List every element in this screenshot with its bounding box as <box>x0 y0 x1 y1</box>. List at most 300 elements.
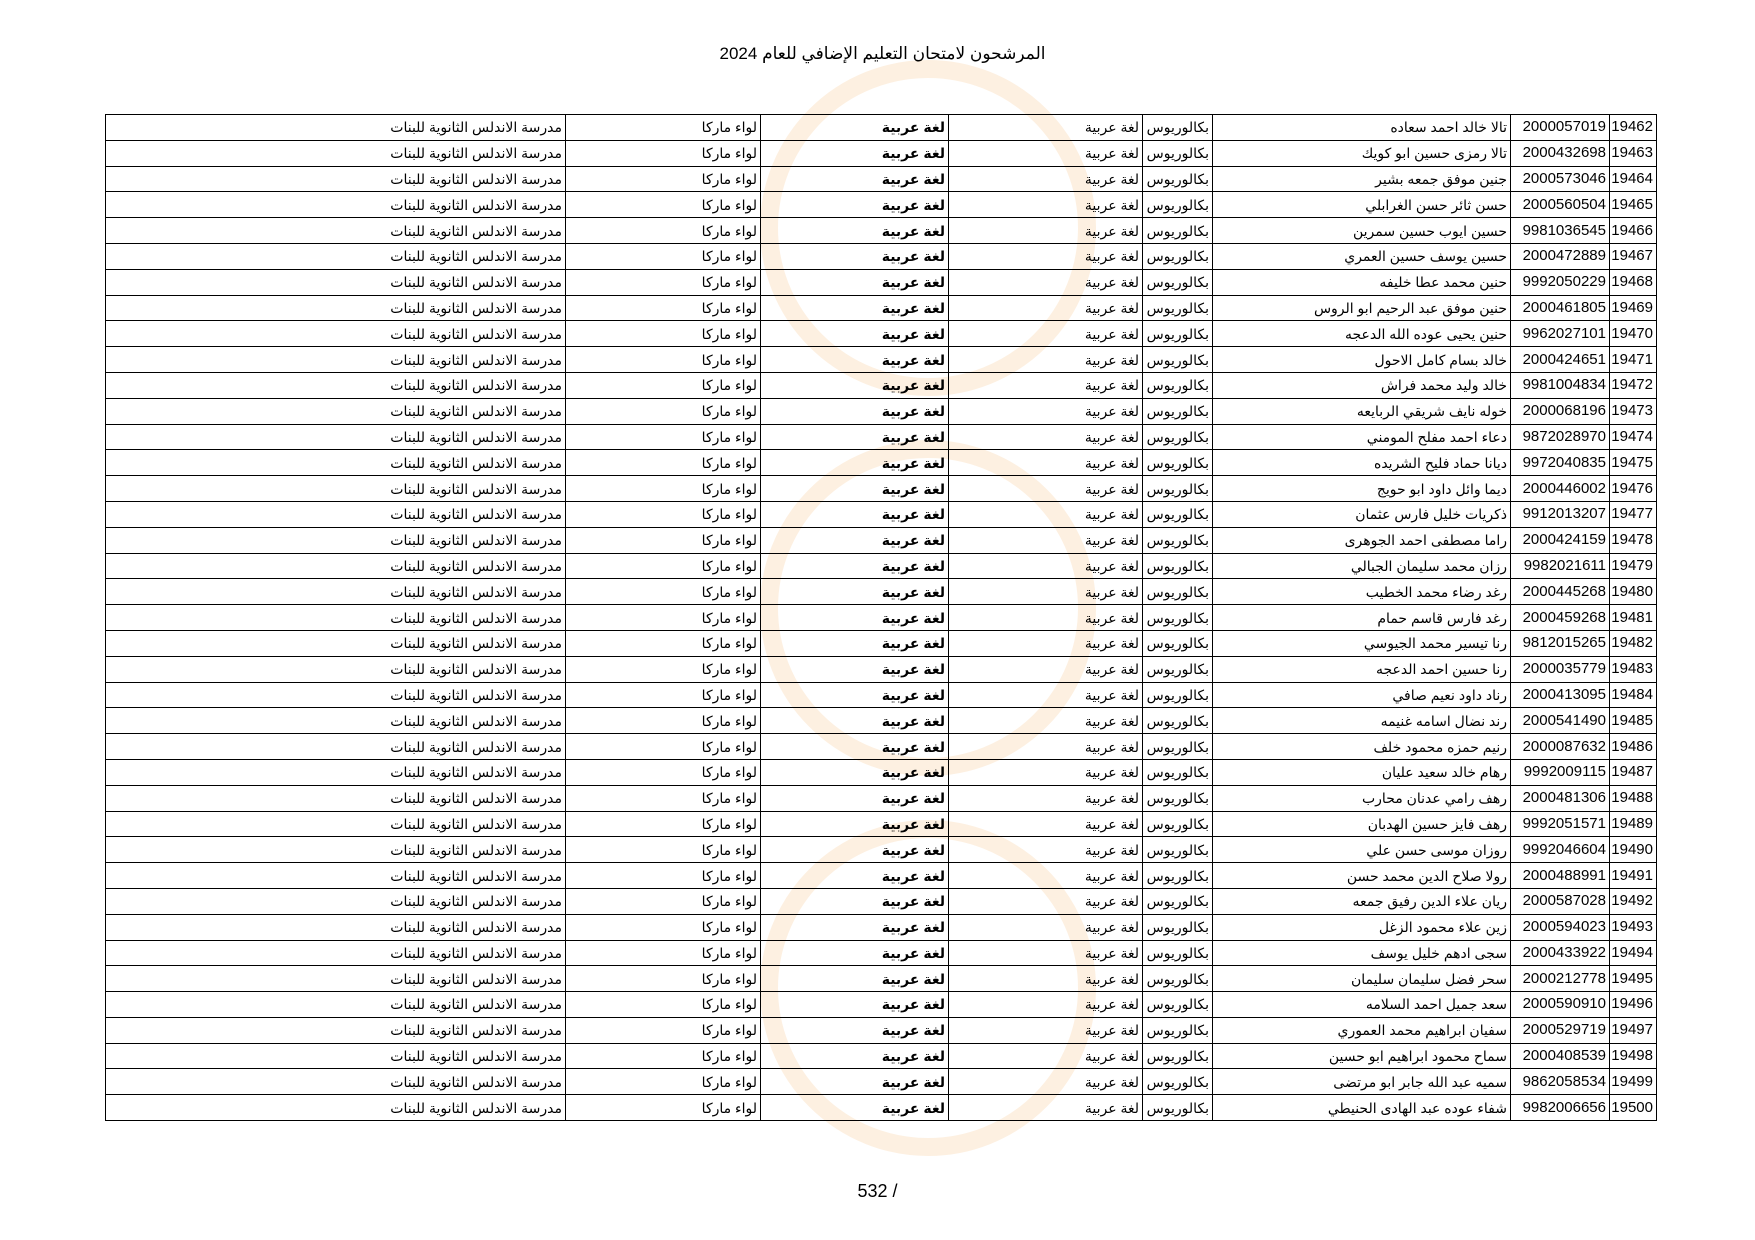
national-id-cell: 2000594023 <box>1511 914 1610 940</box>
district-cell: لواء ماركا <box>566 1069 761 1095</box>
name-cell: حنين يحيى عوده الله الدعجه <box>1213 321 1511 347</box>
school-cell: مدرسة الاندلس الثانوية للبنات <box>106 734 566 760</box>
degree-cell: بكالوريوس <box>1143 785 1213 811</box>
national-id-cell: 9992051571 <box>1511 811 1610 837</box>
district-cell: لواء ماركا <box>566 940 761 966</box>
school-cell: مدرسة الاندلس الثانوية للبنات <box>106 372 566 398</box>
degree-cell: بكالوريوس <box>1143 966 1213 992</box>
national-id-cell: 2000560504 <box>1511 192 1610 218</box>
district-cell: لواء ماركا <box>566 553 761 579</box>
degree-cell: بكالوريوس <box>1143 734 1213 760</box>
sequence-cell: 19486 <box>1610 734 1657 760</box>
sequence-cell: 19471 <box>1610 347 1657 373</box>
subject-cell: لغة عربية <box>761 115 949 141</box>
sequence-cell: 19494 <box>1610 940 1657 966</box>
language-cell: لغة عربية <box>949 166 1143 192</box>
degree-cell: بكالوريوس <box>1143 424 1213 450</box>
table-row <box>106 372 1657 398</box>
sequence-cell: 19492 <box>1610 888 1657 914</box>
table-row <box>106 501 1657 527</box>
subject-cell: لغة عربية <box>761 863 949 889</box>
table-row <box>106 734 1657 760</box>
sequence-cell: 19479 <box>1610 553 1657 579</box>
degree-cell: بكالوريوس <box>1143 450 1213 476</box>
sequence-cell: 19466 <box>1610 218 1657 244</box>
degree-cell: بكالوريوس <box>1143 269 1213 295</box>
school-cell: مدرسة الاندلس الثانوية للبنات <box>106 424 566 450</box>
district-cell: لواء ماركا <box>566 914 761 940</box>
degree-cell: بكالوريوس <box>1143 708 1213 734</box>
page-title: المرشحون لامتحان التعليم الإضافي للعام 2024 <box>719 44 1046 63</box>
degree-cell: بكالوريوس <box>1143 914 1213 940</box>
district-cell: لواء ماركا <box>566 1095 761 1121</box>
language-cell: لغة عربية <box>949 192 1143 218</box>
table-row <box>106 1043 1657 1069</box>
name-cell: حنين محمد عطا خليفه <box>1213 269 1511 295</box>
subject-cell: لغة عربية <box>761 759 949 785</box>
district-cell: لواء ماركا <box>566 424 761 450</box>
school-cell: مدرسة الاندلس الثانوية للبنات <box>106 579 566 605</box>
subject-cell: لغة عربية <box>761 785 949 811</box>
table-row <box>106 785 1657 811</box>
sequence-cell: 19497 <box>1610 1017 1657 1043</box>
sequence-cell: 19498 <box>1610 1043 1657 1069</box>
national-id-cell: 2000459268 <box>1511 605 1610 631</box>
degree-cell: بكالوريوس <box>1143 295 1213 321</box>
district-cell: لواء ماركا <box>566 811 761 837</box>
name-cell: شفاء عوده عبد الهادى الحنيطي <box>1213 1095 1511 1121</box>
national-id-cell: 2000461805 <box>1511 295 1610 321</box>
sequence-cell: 19472 <box>1610 372 1657 398</box>
district-cell: لواء ماركا <box>566 372 761 398</box>
degree-cell: بكالوريوس <box>1143 992 1213 1018</box>
national-id-cell: 9981036545 <box>1511 218 1610 244</box>
subject-cell: لغة عربية <box>761 218 949 244</box>
national-id-cell: 2000057019 <box>1511 115 1610 141</box>
national-id-cell: 2000424651 <box>1511 347 1610 373</box>
degree-cell: بكالوريوس <box>1143 888 1213 914</box>
table-row <box>106 656 1657 682</box>
table-row <box>106 115 1657 141</box>
sequence-cell: 19491 <box>1610 863 1657 889</box>
subject-cell: لغة عربية <box>761 734 949 760</box>
name-cell: رزان محمد سليمان الجبالي <box>1213 553 1511 579</box>
language-cell: لغة عربية <box>949 501 1143 527</box>
national-id-cell: 2000529719 <box>1511 1017 1610 1043</box>
language-cell: لغة عربية <box>949 115 1143 141</box>
national-id-cell: 2000590910 <box>1511 992 1610 1018</box>
table-row <box>106 527 1657 553</box>
school-cell: مدرسة الاندلس الثانوية للبنات <box>106 1069 566 1095</box>
national-id-cell: 2000068196 <box>1511 398 1610 424</box>
sequence-cell: 19477 <box>1610 501 1657 527</box>
district-cell: لواء ماركا <box>566 501 761 527</box>
subject-cell: لغة عربية <box>761 708 949 734</box>
degree-cell: بكالوريوس <box>1143 243 1213 269</box>
table-row <box>106 553 1657 579</box>
school-cell: مدرسة الاندلس الثانوية للبنات <box>106 863 566 889</box>
table-row <box>106 708 1657 734</box>
degree-cell: بكالوريوس <box>1143 837 1213 863</box>
national-id-cell: 2000087632 <box>1511 734 1610 760</box>
name-cell: سميه عبد الله جابر ابو مرتضى <box>1213 1069 1511 1095</box>
degree-cell: بكالوريوس <box>1143 347 1213 373</box>
language-cell: لغة عربية <box>949 424 1143 450</box>
degree-cell: بكالوريوس <box>1143 501 1213 527</box>
language-cell: لغة عربية <box>949 940 1143 966</box>
school-cell: مدرسة الاندلس الثانوية للبنات <box>106 759 566 785</box>
sequence-cell: 19463 <box>1610 140 1657 166</box>
sequence-cell: 19467 <box>1610 243 1657 269</box>
district-cell: لواء ماركا <box>566 140 761 166</box>
language-cell: لغة عربية <box>949 630 1143 656</box>
degree-cell: بكالوريوس <box>1143 553 1213 579</box>
name-cell: حسين يوسف حسين العمري <box>1213 243 1511 269</box>
sequence-cell: 19499 <box>1610 1069 1657 1095</box>
table-row <box>106 682 1657 708</box>
language-cell: لغة عربية <box>949 398 1143 424</box>
degree-cell: بكالوريوس <box>1143 321 1213 347</box>
language-cell: لغة عربية <box>949 1095 1143 1121</box>
national-id-cell: 9981004834 <box>1511 372 1610 398</box>
national-id-cell: 9962027101 <box>1511 321 1610 347</box>
district-cell: لواء ماركا <box>566 1043 761 1069</box>
degree-cell: بكالوريوس <box>1143 1043 1213 1069</box>
school-cell: مدرسة الاندلس الثانوية للبنات <box>106 115 566 141</box>
sequence-cell: 19470 <box>1610 321 1657 347</box>
subject-cell: لغة عربية <box>761 398 949 424</box>
district-cell: لواء ماركا <box>566 218 761 244</box>
table-row <box>106 192 1657 218</box>
sequence-cell: 19488 <box>1610 785 1657 811</box>
table-row <box>106 888 1657 914</box>
national-id-cell: 2000481306 <box>1511 785 1610 811</box>
subject-cell: لغة عربية <box>761 243 949 269</box>
degree-cell: بكالوريوس <box>1143 811 1213 837</box>
sequence-cell: 19469 <box>1610 295 1657 321</box>
degree-cell: بكالوريوس <box>1143 192 1213 218</box>
page-number: 532 / <box>857 1181 898 1201</box>
table-row <box>106 579 1657 605</box>
school-cell: مدرسة الاندلس الثانوية للبنات <box>106 992 566 1018</box>
table-row <box>106 863 1657 889</box>
subject-cell: لغة عربية <box>761 295 949 321</box>
school-cell: مدرسة الاندلس الثانوية للبنات <box>106 811 566 837</box>
sequence-cell: 19500 <box>1610 1095 1657 1121</box>
subject-cell: لغة عربية <box>761 837 949 863</box>
subject-cell: لغة عربية <box>761 1043 949 1069</box>
language-cell: لغة عربية <box>949 243 1143 269</box>
school-cell: مدرسة الاندلس الثانوية للبنات <box>106 553 566 579</box>
sequence-cell: 19475 <box>1610 450 1657 476</box>
table-row <box>106 940 1657 966</box>
sequence-cell: 19483 <box>1610 656 1657 682</box>
name-cell: رنا تيسير محمد الجيوسي <box>1213 630 1511 656</box>
school-cell: مدرسة الاندلس الثانوية للبنات <box>106 527 566 553</box>
sequence-cell: 19485 <box>1610 708 1657 734</box>
district-cell: لواء ماركا <box>566 888 761 914</box>
degree-cell: بكالوريوس <box>1143 579 1213 605</box>
degree-cell: بكالوريوس <box>1143 166 1213 192</box>
degree-cell: بكالوريوس <box>1143 398 1213 424</box>
subject-cell: لغة عربية <box>761 347 949 373</box>
degree-cell: بكالوريوس <box>1143 759 1213 785</box>
sequence-cell: 19482 <box>1610 630 1657 656</box>
table-row <box>106 218 1657 244</box>
sequence-cell: 19462 <box>1610 115 1657 141</box>
district-cell: لواء ماركا <box>566 398 761 424</box>
name-cell: تالا خالد احمد سعاده <box>1213 115 1511 141</box>
subject-cell: لغة عربية <box>761 888 949 914</box>
subject-cell: لغة عربية <box>761 527 949 553</box>
language-cell: لغة عربية <box>949 914 1143 940</box>
school-cell: مدرسة الاندلس الثانوية للبنات <box>106 708 566 734</box>
subject-cell: لغة عربية <box>761 450 949 476</box>
table-row <box>106 140 1657 166</box>
subject-cell: لغة عربية <box>761 605 949 631</box>
national-id-cell: 2000446002 <box>1511 476 1610 502</box>
table-row <box>106 992 1657 1018</box>
language-cell: لغة عربية <box>949 759 1143 785</box>
district-cell: لواء ماركا <box>566 605 761 631</box>
district-cell: لواء ماركا <box>566 579 761 605</box>
table-row <box>106 1095 1657 1121</box>
district-cell: لواء ماركا <box>566 708 761 734</box>
district-cell: لواء ماركا <box>566 527 761 553</box>
table-row <box>106 166 1657 192</box>
subject-cell: لغة عربية <box>761 940 949 966</box>
subject-cell: لغة عربية <box>761 656 949 682</box>
district-cell: لواء ماركا <box>566 295 761 321</box>
school-cell: مدرسة الاندلس الثانوية للبنات <box>106 656 566 682</box>
degree-cell: بكالوريوس <box>1143 940 1213 966</box>
name-cell: رولا صلاح الدين محمد حسن <box>1213 863 1511 889</box>
school-cell: مدرسة الاندلس الثانوية للبنات <box>106 269 566 295</box>
district-cell: لواء ماركا <box>566 347 761 373</box>
district-cell: لواء ماركا <box>566 166 761 192</box>
subject-cell: لغة عربية <box>761 682 949 708</box>
district-cell: لواء ماركا <box>566 243 761 269</box>
national-id-cell: 2000408539 <box>1511 1043 1610 1069</box>
school-cell: مدرسة الاندلس الثانوية للبنات <box>106 295 566 321</box>
degree-cell: بكالوريوس <box>1143 1095 1213 1121</box>
name-cell: رنيم حمزه محمود خلف <box>1213 734 1511 760</box>
school-cell: مدرسة الاندلس الثانوية للبنات <box>106 166 566 192</box>
degree-cell: بكالوريوس <box>1143 372 1213 398</box>
subject-cell: لغة عربية <box>761 914 949 940</box>
district-cell: لواء ماركا <box>566 321 761 347</box>
language-cell: لغة عربية <box>949 734 1143 760</box>
name-cell: حسين ايوب حسين سمرين <box>1213 218 1511 244</box>
table-row <box>106 914 1657 940</box>
degree-cell: بكالوريوس <box>1143 1017 1213 1043</box>
name-cell: رهف رامي عدنان محارب <box>1213 785 1511 811</box>
candidates-table <box>105 114 1657 1121</box>
district-cell: لواء ماركا <box>566 656 761 682</box>
language-cell: لغة عربية <box>949 992 1143 1018</box>
subject-cell: لغة عربية <box>761 424 949 450</box>
sequence-cell: 19496 <box>1610 992 1657 1018</box>
table-row <box>106 811 1657 837</box>
subject-cell: لغة عربية <box>761 372 949 398</box>
table-row <box>106 759 1657 785</box>
school-cell: مدرسة الاندلس الثانوية للبنات <box>106 243 566 269</box>
national-id-cell: 2000587028 <box>1511 888 1610 914</box>
school-cell: مدرسة الاندلس الثانوية للبنات <box>106 888 566 914</box>
district-cell: لواء ماركا <box>566 450 761 476</box>
language-cell: لغة عربية <box>949 1043 1143 1069</box>
language-cell: لغة عربية <box>949 269 1143 295</box>
language-cell: لغة عربية <box>949 527 1143 553</box>
name-cell: حسن ثائر حسن الغرابلي <box>1213 192 1511 218</box>
sequence-cell: 19489 <box>1610 811 1657 837</box>
national-id-cell: 2000433922 <box>1511 940 1610 966</box>
subject-cell: لغة عربية <box>761 630 949 656</box>
school-cell: مدرسة الاندلس الثانوية للبنات <box>106 450 566 476</box>
table-row <box>106 398 1657 424</box>
language-cell: لغة عربية <box>949 837 1143 863</box>
name-cell: خالد بسام كامل الاحول <box>1213 347 1511 373</box>
name-cell: راما مصطفى احمد الجوهرى <box>1213 527 1511 553</box>
national-id-cell: 2000035779 <box>1511 656 1610 682</box>
name-cell: سفيان ابراهيم محمد العموري <box>1213 1017 1511 1043</box>
name-cell: رغد رضاء محمد الخطيب <box>1213 579 1511 605</box>
table-row <box>106 295 1657 321</box>
district-cell: لواء ماركا <box>566 192 761 218</box>
degree-cell: بكالوريوس <box>1143 630 1213 656</box>
district-cell: لواء ماركا <box>566 115 761 141</box>
subject-cell: لغة عربية <box>761 553 949 579</box>
national-id-cell: 9812015265 <box>1511 630 1610 656</box>
sequence-cell: 19481 <box>1610 605 1657 631</box>
language-cell: لغة عربية <box>949 553 1143 579</box>
table-row <box>106 243 1657 269</box>
table-row <box>106 269 1657 295</box>
language-cell: لغة عربية <box>949 863 1143 889</box>
language-cell: لغة عربية <box>949 656 1143 682</box>
name-cell: سحر فضل سليمان سليمان <box>1213 966 1511 992</box>
school-cell: مدرسة الاندلس الثانوية للبنات <box>106 966 566 992</box>
subject-cell: لغة عربية <box>761 579 949 605</box>
degree-cell: بكالوريوس <box>1143 656 1213 682</box>
table-row <box>106 966 1657 992</box>
national-id-cell: 9972040835 <box>1511 450 1610 476</box>
school-cell: مدرسة الاندلس الثانوية للبنات <box>106 218 566 244</box>
language-cell: لغة عربية <box>949 321 1143 347</box>
national-id-cell: 9982021611 <box>1511 553 1610 579</box>
subject-cell: لغة عربية <box>761 1069 949 1095</box>
name-cell: رناد داود نعيم صافي <box>1213 682 1511 708</box>
school-cell: مدرسة الاندلس الثانوية للبنات <box>106 785 566 811</box>
national-id-cell: 2000445268 <box>1511 579 1610 605</box>
subject-cell: لغة عربية <box>761 811 949 837</box>
subject-cell: لغة عربية <box>761 321 949 347</box>
district-cell: لواء ماركا <box>566 837 761 863</box>
name-cell: حنين موفق عبد الرحيم ابو الروس <box>1213 295 1511 321</box>
school-cell: مدرسة الاندلس الثانوية للبنات <box>106 476 566 502</box>
name-cell: رند نضال اسامه غنيمه <box>1213 708 1511 734</box>
school-cell: مدرسة الاندلس الثانوية للبنات <box>106 398 566 424</box>
subject-cell: لغة عربية <box>761 1095 949 1121</box>
degree-cell: بكالوريوس <box>1143 218 1213 244</box>
language-cell: لغة عربية <box>949 708 1143 734</box>
language-cell: لغة عربية <box>949 476 1143 502</box>
district-cell: لواء ماركا <box>566 966 761 992</box>
degree-cell: بكالوريوس <box>1143 527 1213 553</box>
name-cell: سجى ادهم خليل يوسف <box>1213 940 1511 966</box>
school-cell: مدرسة الاندلس الثانوية للبنات <box>106 630 566 656</box>
language-cell: لغة عربية <box>949 811 1143 837</box>
sequence-cell: 19480 <box>1610 579 1657 605</box>
name-cell: خالد وليد محمد فراش <box>1213 372 1511 398</box>
national-id-cell: 9992046604 <box>1511 837 1610 863</box>
school-cell: مدرسة الاندلس الثانوية للبنات <box>106 837 566 863</box>
table-row <box>106 321 1657 347</box>
subject-cell: لغة عربية <box>761 501 949 527</box>
language-cell: لغة عربية <box>949 605 1143 631</box>
sequence-cell: 19493 <box>1610 914 1657 940</box>
language-cell: لغة عربية <box>949 295 1143 321</box>
name-cell: دعاء احمد مفلح المومني <box>1213 424 1511 450</box>
language-cell: لغة عربية <box>949 218 1143 244</box>
school-cell: مدرسة الاندلس الثانوية للبنات <box>106 914 566 940</box>
national-id-cell: 9992050229 <box>1511 269 1610 295</box>
name-cell: سعد جميل احمد السلامه <box>1213 992 1511 1018</box>
national-id-cell: 2000488991 <box>1511 863 1610 889</box>
table-row <box>106 1017 1657 1043</box>
table-row <box>106 424 1657 450</box>
name-cell: روزان موسى حسن علي <box>1213 837 1511 863</box>
name-cell: خوله نايف شريقي الربايعه <box>1213 398 1511 424</box>
national-id-cell: 2000212778 <box>1511 966 1610 992</box>
sequence-cell: 19468 <box>1610 269 1657 295</box>
district-cell: لواء ماركا <box>566 1017 761 1043</box>
school-cell: مدرسة الاندلس الثانوية للبنات <box>106 605 566 631</box>
sequence-cell: 19490 <box>1610 837 1657 863</box>
sequence-cell: 19465 <box>1610 192 1657 218</box>
name-cell: ديما وائل داود ابو حويج <box>1213 476 1511 502</box>
table-row <box>106 605 1657 631</box>
name-cell: زين علاء محمود الزغل <box>1213 914 1511 940</box>
name-cell: رهف فايز حسين الهدبان <box>1213 811 1511 837</box>
school-cell: مدرسة الاندلس الثانوية للبنات <box>106 347 566 373</box>
language-cell: لغة عربية <box>949 785 1143 811</box>
school-cell: مدرسة الاندلس الثانوية للبنات <box>106 1043 566 1069</box>
language-cell: لغة عربية <box>949 888 1143 914</box>
school-cell: مدرسة الاندلس الثانوية للبنات <box>106 321 566 347</box>
sequence-cell: 19487 <box>1610 759 1657 785</box>
table-row <box>106 450 1657 476</box>
name-cell: ديانا حماد فليح الشريده <box>1213 450 1511 476</box>
name-cell: جنين موفق جمعه بشير <box>1213 166 1511 192</box>
district-cell: لواء ماركا <box>566 785 761 811</box>
sequence-cell: 19478 <box>1610 527 1657 553</box>
subject-cell: لغة عربية <box>761 269 949 295</box>
subject-cell: لغة عربية <box>761 476 949 502</box>
degree-cell: بكالوريوس <box>1143 476 1213 502</box>
school-cell: مدرسة الاندلس الثانوية للبنات <box>106 940 566 966</box>
national-id-cell: 2000541490 <box>1511 708 1610 734</box>
name-cell: ريان علاء الدين رفيق جمعه <box>1213 888 1511 914</box>
national-id-cell: 2000573046 <box>1511 166 1610 192</box>
national-id-cell: 9912013207 <box>1511 501 1610 527</box>
table-row <box>106 347 1657 373</box>
national-id-cell: 9862058534 <box>1511 1069 1610 1095</box>
district-cell: لواء ماركا <box>566 269 761 295</box>
subject-cell: لغة عربية <box>761 166 949 192</box>
name-cell: تالا رمزى حسين ابو كويك <box>1213 140 1511 166</box>
language-cell: لغة عربية <box>949 966 1143 992</box>
